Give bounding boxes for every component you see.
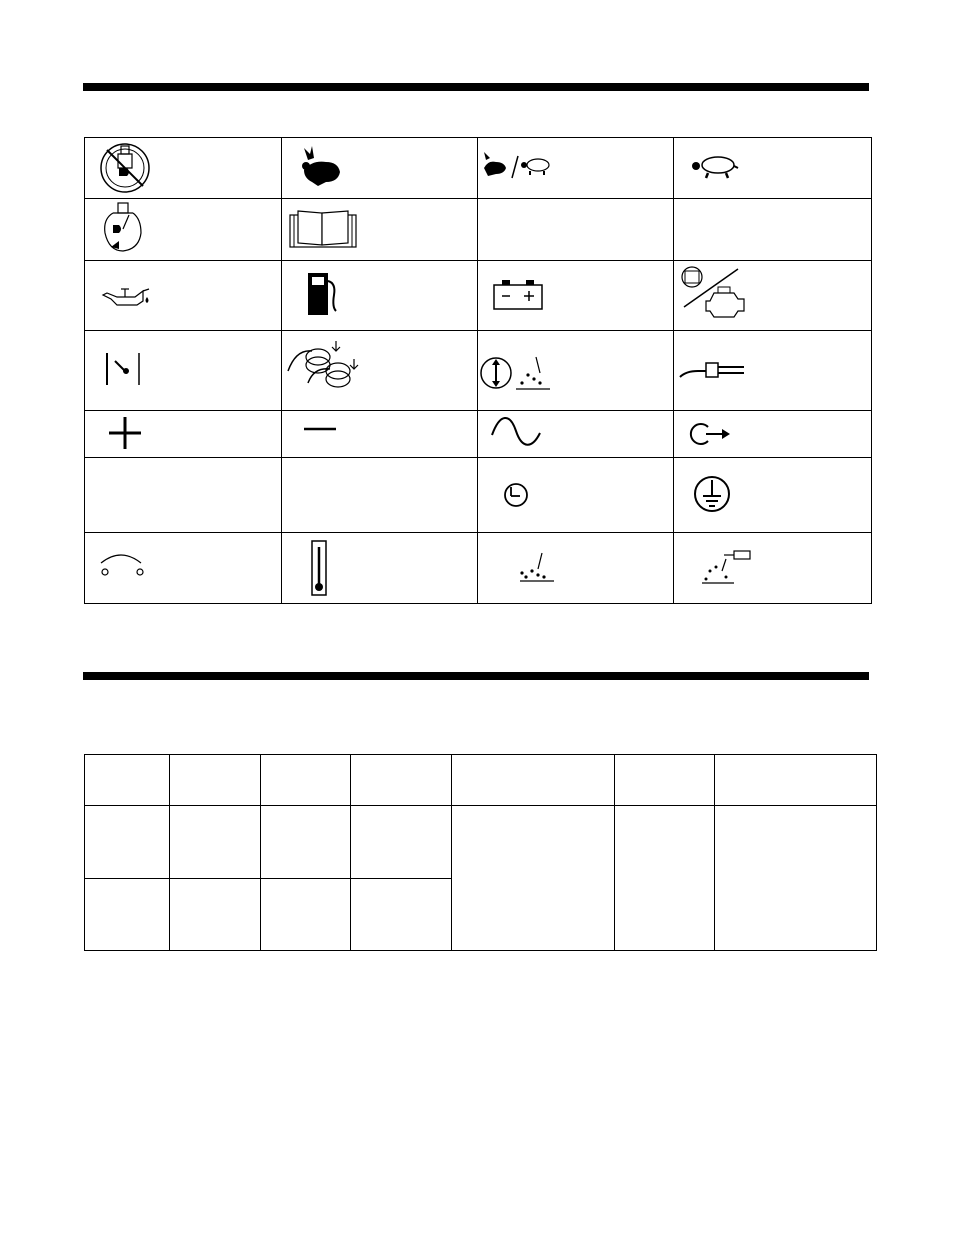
table-row <box>85 261 872 331</box>
table-header-cell <box>170 755 261 806</box>
symbol-cell <box>478 331 674 411</box>
table-header-cell <box>351 755 452 806</box>
symbol-cell <box>674 261 872 331</box>
symbol-cell <box>674 331 872 411</box>
table-cell <box>615 806 715 951</box>
symbol-cell <box>282 199 478 261</box>
symbol-cell <box>674 411 872 458</box>
engine-no-start-icon <box>674 261 774 331</box>
read-manual-icon <box>282 199 382 261</box>
battery-icon <box>478 261 578 331</box>
gas-input-icon <box>674 331 774 411</box>
symbol-cell <box>85 199 282 261</box>
choke-icon <box>85 199 185 261</box>
negative-icon <box>282 411 382 458</box>
alternating-current-icon <box>478 411 578 458</box>
table-cell <box>261 879 351 951</box>
symbol-cell <box>478 138 674 199</box>
table-row <box>85 411 872 458</box>
wire-feed-icon <box>282 331 382 411</box>
hour-meter-icon <box>478 458 578 533</box>
table-row <box>85 138 872 199</box>
no-choke-icon <box>85 138 185 199</box>
symbol-cell <box>282 458 478 533</box>
table-cell <box>170 879 261 951</box>
stick-welding-icon <box>478 533 578 604</box>
symbol-cell <box>674 199 872 261</box>
table-header-cell <box>261 755 351 806</box>
engine-oil-icon <box>85 261 185 331</box>
temperature-icon <box>282 533 382 604</box>
positive-icon <box>85 411 185 458</box>
table-row <box>85 533 872 604</box>
table-cell <box>351 806 452 879</box>
symbol-cell <box>282 331 478 411</box>
output-icon <box>674 411 774 458</box>
symbol-cell <box>85 458 282 533</box>
table-cell <box>85 806 170 879</box>
symbol-cell <box>85 138 282 199</box>
fuel-pump-icon <box>282 261 382 331</box>
symbol-cell <box>282 533 478 604</box>
arc-force-icon <box>478 331 578 411</box>
symbol-cell <box>282 261 478 331</box>
table-row <box>85 806 877 879</box>
symbol-cell <box>674 533 872 604</box>
table-header-row <box>85 755 877 806</box>
symbols-table <box>84 137 872 604</box>
symbol-cell <box>674 458 872 533</box>
circuit-breaker-icon <box>85 331 185 411</box>
symbol-cell <box>282 411 478 458</box>
table-cell <box>261 806 351 879</box>
table-cell <box>715 806 877 951</box>
symbol-cell <box>478 458 674 533</box>
symbol-cell <box>478 261 674 331</box>
table-row <box>85 199 872 261</box>
tig-welding-icon <box>674 533 774 604</box>
slow-turtle-icon <box>674 138 774 199</box>
table-cell <box>170 806 261 879</box>
table-cell <box>351 879 452 951</box>
section-rule-middle <box>83 672 869 680</box>
symbol-cell <box>85 533 282 604</box>
table-header-cell <box>615 755 715 806</box>
fast-rabbit-icon <box>282 138 382 199</box>
fast-slow-icon <box>478 138 578 199</box>
symbol-cell <box>478 199 674 261</box>
symbol-cell <box>85 261 282 331</box>
symbol-cell <box>282 138 478 199</box>
table-header-cell <box>452 755 615 806</box>
table-row <box>85 458 872 533</box>
table-cell <box>452 806 615 951</box>
symbol-cell <box>674 138 872 199</box>
table-row <box>85 331 872 411</box>
ratings-table <box>84 754 877 951</box>
table-header-cell <box>715 755 877 806</box>
symbol-cell <box>478 533 674 604</box>
table-cell <box>85 879 170 951</box>
section-rule-top <box>83 83 869 91</box>
symbol-cell <box>85 331 282 411</box>
protective-earth-icon <box>674 458 774 533</box>
remote-icon <box>85 533 185 604</box>
symbol-cell <box>85 411 282 458</box>
symbol-cell <box>478 411 674 458</box>
table-header-cell <box>85 755 170 806</box>
